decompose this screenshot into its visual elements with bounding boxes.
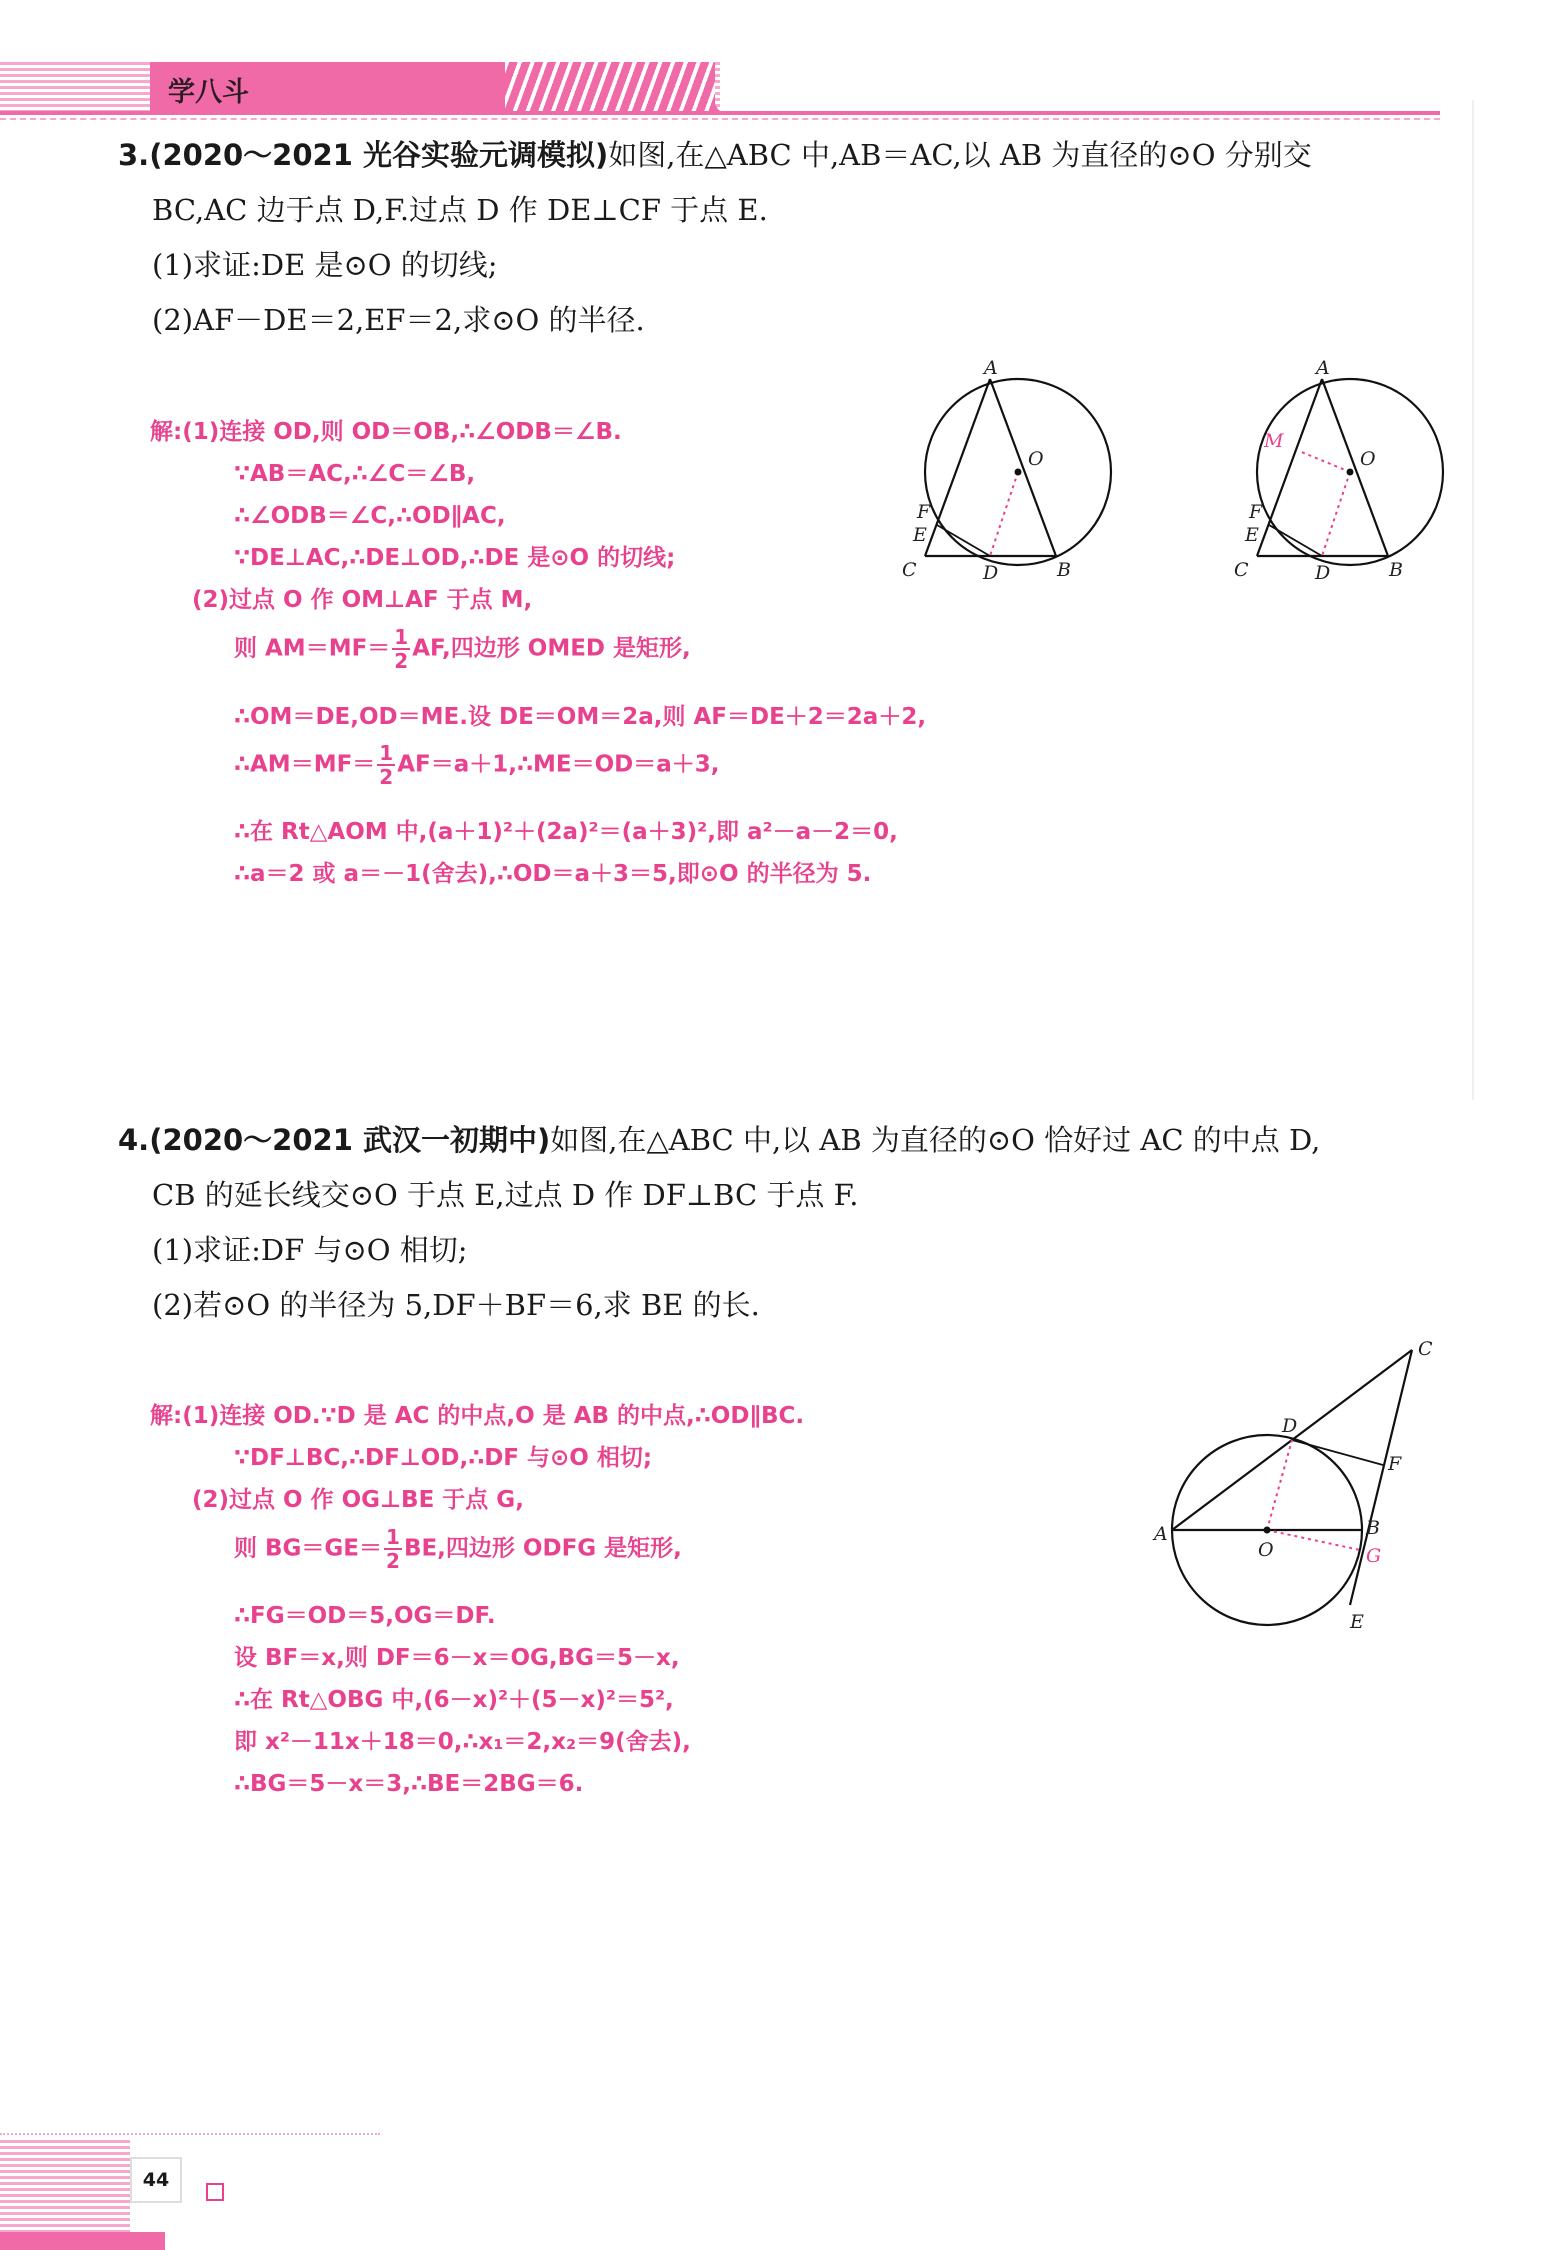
q4-number: 4. <box>118 1123 150 1157</box>
footer-dotted-rule <box>0 2133 380 2135</box>
header-title: 学八斗 <box>168 77 249 108</box>
q3-sol-line-8 <box>234 742 720 788</box>
label-o: O <box>1360 448 1376 470</box>
fraction-denominator: 2 <box>386 1549 400 1573</box>
label-m: M <box>1264 430 1284 452</box>
fraction-numerator: 1 <box>379 741 394 765</box>
q4-sol-line-9: ∴BG＝5－x＝3,∴BE＝2BG＝6. <box>234 1771 584 1797</box>
q3-sol-line-10: ∴a＝2 或 a＝－1(舍去),∴OD＝a＋3＝5,即⊙O 的半径为 5. <box>234 861 872 887</box>
q4-source: (2020～2021 武汉一初期中) <box>149 1123 551 1157</box>
page-edge <box>1472 100 1474 1100</box>
fraction-denominator: 2 <box>379 765 394 789</box>
label-o: O <box>1258 1539 1274 1561</box>
fraction-denominator: 2 <box>394 649 409 673</box>
q4-sol-line-7: ∴在 Rt△OBG 中,(6－x)²＋(5－x)²＝5², <box>234 1687 674 1713</box>
side-ac <box>925 379 990 556</box>
label-a: A <box>984 357 998 379</box>
label-c: C <box>902 559 917 581</box>
q3-fraction-2 <box>377 742 395 788</box>
q3-part-1: (1)求证:DE 是⊙O 的切线; <box>152 248 498 282</box>
q3-sol-line-3: ∴∠ODB＝∠C,∴OD∥AC, <box>234 503 506 529</box>
header-hatch <box>505 62 715 112</box>
q3-text-1: 如图,在△ABC 中,AB＝AC,以 AB 为直径的⊙O 分别交 <box>608 138 1312 172</box>
label-c: C <box>1418 1338 1433 1360</box>
side-ab <box>990 379 1056 556</box>
q3-sol-line-6b: AF,四边形 OMED 是矩形, <box>412 635 691 662</box>
fraction-numerator: 1 <box>386 1525 400 1549</box>
page-number: 44 <box>130 2157 182 2203</box>
label-o: O <box>1028 448 1044 470</box>
q4-figure <box>1150 1330 1450 1640</box>
q4-part-1: (1)求证:DF 与⊙O 相切; <box>152 1233 468 1267</box>
q4-sol-line-2: ∵DF⊥BC,∴DF⊥OD,∴DF 与⊙O 相切; <box>234 1445 653 1471</box>
label-d: D <box>983 562 999 584</box>
side-ac <box>1257 379 1322 556</box>
q3-sol-line-2: ∵AB＝AC,∴∠C＝∠B, <box>234 461 476 487</box>
q3-sol-line-8a: ∴AM＝MF＝ <box>234 751 376 778</box>
q4-sol-line-5: ∴FG＝OD＝5,OG＝DF. <box>234 1603 496 1629</box>
q3-sol-line-7: ∴OM＝DE,OD＝ME.设 DE＝OM＝2a,则 AF＝DE＋2＝2a＋2, <box>234 704 927 730</box>
question-4 <box>118 1113 1448 1333</box>
q4-text-1: 如图,在△ABC 中,以 AB 为直径的⊙O 恰好过 AC 的中点 D, <box>550 1123 1321 1157</box>
label-b: B <box>1057 559 1071 581</box>
question-3 <box>118 128 1448 348</box>
q3-part-2: (2)AF－DE＝2,EF＝2,求⊙O 的半径. <box>152 303 645 337</box>
side-ab <box>1322 379 1388 556</box>
segment-od <box>990 472 1018 556</box>
segment-om <box>1299 451 1350 472</box>
footer-pink-bar <box>0 2232 165 2250</box>
q3-line-2: BC,AC 边于点 D,F.过点 D 作 DE⊥CF 于点 E. <box>152 193 768 227</box>
q3-sol-line-8b: AF＝a＋1,∴ME＝OD＝a＋3, <box>397 751 720 778</box>
label-b: B <box>1389 559 1403 581</box>
header-rule <box>0 111 1440 115</box>
q3-sol-line-5: (2)过点 O 作 OM⊥AF 于点 M, <box>192 587 533 613</box>
label-a: A <box>1154 1523 1168 1545</box>
q3-sol-line-4: ∵DE⊥AC,∴DE⊥OD,∴DE 是⊙O 的切线; <box>234 545 676 571</box>
point-o <box>1347 469 1354 476</box>
label-b: B <box>1366 1517 1380 1539</box>
q4-sol-line-4 <box>234 1526 682 1572</box>
point-o <box>1015 469 1022 476</box>
q4-sol-line-1: 解:(1)连接 OD.∵D 是 AC 的中点,O 是 AB 的中点,∴OD∥BC. <box>150 1403 805 1429</box>
q3-figure-2 <box>1202 355 1442 595</box>
segment-od <box>1267 1440 1292 1530</box>
q3-line-1 <box>118 128 1448 183</box>
label-e: E <box>913 524 927 546</box>
segment-od <box>1322 472 1350 556</box>
label-a: A <box>1316 357 1330 379</box>
point-o <box>1264 1527 1271 1534</box>
segment-df <box>1292 1440 1383 1465</box>
q3-sol-line-1: 解:(1)连接 OD,则 OD＝OB,∴∠ODB＝∠B. <box>150 419 622 445</box>
q4-part-2: (2)若⊙O 的半径为 5,DF＋BF＝6,求 BE 的长. <box>152 1288 760 1322</box>
q4-sol-line-8: 即 x²－11x＋18＝0,∴x₁＝2,x₂＝9(舍去), <box>234 1729 691 1755</box>
segment-de <box>937 525 990 556</box>
q4-sol-line-4b: BE,四边形 ODFG 是矩形, <box>403 1535 682 1562</box>
label-f: F <box>1249 501 1263 523</box>
label-g: G <box>1366 1545 1382 1567</box>
header-dashed-rule <box>0 118 1440 120</box>
q4-line-1 <box>118 1113 1448 1168</box>
q3-sol-line-6a: 则 AM＝MF＝ <box>234 635 391 662</box>
label-e: E <box>1350 1611 1364 1633</box>
q3-sol-line-6 <box>234 626 691 672</box>
q3-number: 3. <box>118 138 150 172</box>
segment-de <box>1269 525 1322 556</box>
q3-sol-line-9: ∴在 Rt△AOM 中,(a＋1)²＋(2a)²＝(a＋3)²,即 a²－a－2＝0, <box>234 819 898 845</box>
q4-line-2: CB 的延长线交⊙O 于点 E,过点 D 作 DF⊥BC 于点 F. <box>152 1178 859 1212</box>
q3-source: (2020～2021 光谷实验元调模拟) <box>149 138 609 172</box>
page-square-icon <box>206 2183 224 2201</box>
label-d: D <box>1315 562 1331 584</box>
q4-sol-line-6: 设 BF＝x,则 DF＝6－x＝OG,BG＝5－x, <box>234 1645 680 1671</box>
label-e: E <box>1245 524 1259 546</box>
label-f: F <box>1388 1453 1402 1475</box>
q4-sol-line-4a: 则 BG＝GE＝ <box>234 1535 383 1562</box>
q4-fraction <box>384 1526 402 1572</box>
q4-sol-line-3: (2)过点 O 作 OG⊥BE 于点 G, <box>192 1487 524 1513</box>
q3-fraction-1 <box>392 626 410 672</box>
label-c: C <box>1234 559 1249 581</box>
label-d: D <box>1282 1415 1298 1437</box>
fraction-numerator: 1 <box>394 625 409 649</box>
label-f: F <box>917 501 931 523</box>
segment-og <box>1267 1530 1360 1550</box>
q3-figure-1 <box>880 355 1120 595</box>
